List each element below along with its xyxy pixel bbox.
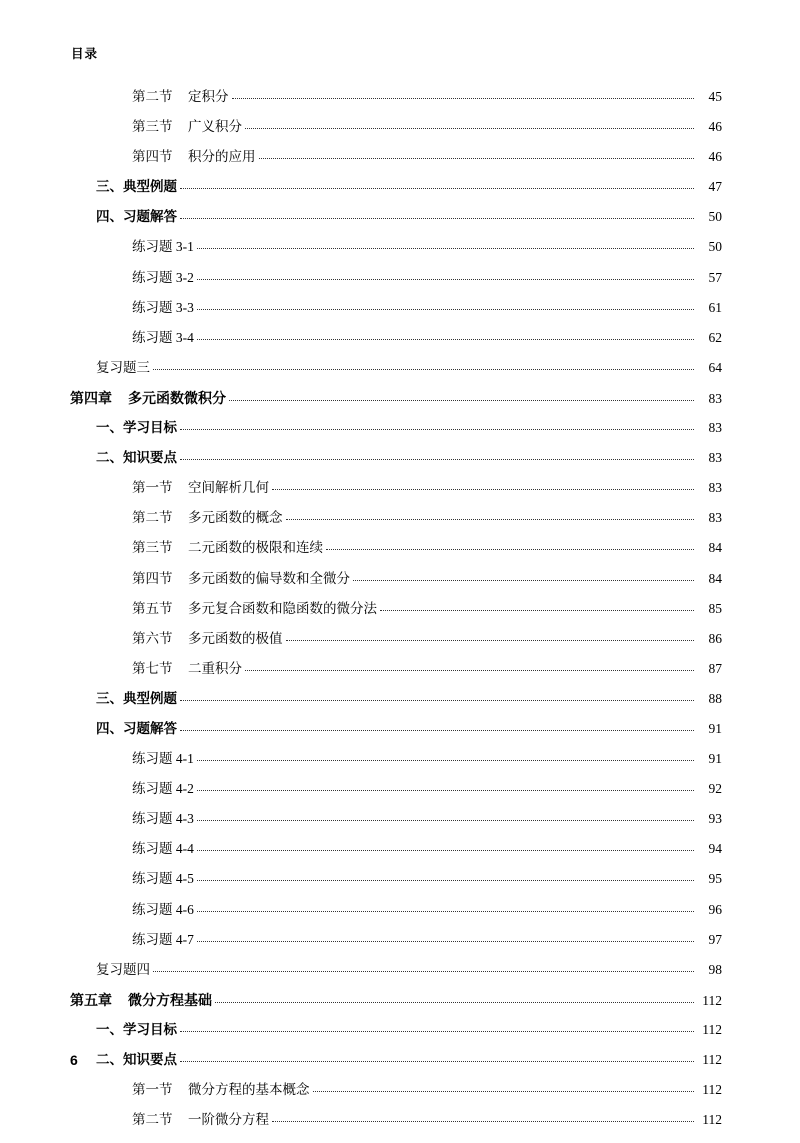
toc-entry[interactable] — [70, 602, 722, 632]
toc-leader-dots — [380, 609, 694, 611]
toc-entry-label — [132, 1083, 310, 1097]
toc-entry-label — [132, 662, 242, 676]
toc-entry-page-number: 62 — [708, 329, 722, 345]
toc-leader-dots — [180, 1030, 694, 1032]
toc-entry-label — [96, 1053, 177, 1067]
toc-entry-number: 第四节 — [132, 570, 173, 586]
toc-entry-page-number: 98 — [708, 961, 722, 977]
toc-leader-dots — [245, 669, 694, 671]
toc-entry-title: 积分的应用 — [188, 149, 256, 165]
toc-entry-title: 四、习题解答 — [96, 209, 177, 225]
toc-entry-number: 第四节 — [132, 149, 173, 165]
toc-entry-title: 复习题四 — [96, 961, 150, 977]
toc-leader-dots — [353, 579, 694, 581]
toc-entry-label — [132, 632, 283, 646]
toc-entry-title: 二、知识要点 — [96, 450, 177, 466]
toc-entry-label — [70, 993, 212, 1007]
toc-leader-dots — [197, 940, 694, 942]
toc-entry-title: 广义积分 — [188, 119, 242, 135]
toc-entry[interactable] — [70, 1053, 722, 1083]
toc-entry-label — [132, 271, 194, 285]
toc-entry-title: 二重积分 — [188, 660, 242, 676]
toc-entry-title: 练习题 3-2 — [132, 269, 194, 285]
toc-entry-label — [96, 361, 150, 375]
toc-entry-number: 第一节 — [132, 1082, 173, 1098]
toc-entry-number: 第二节 — [132, 1112, 173, 1128]
toc-entry-number: 第七节 — [132, 660, 173, 676]
toc-entry-page-number: 47 — [708, 179, 722, 195]
toc-entry-label — [132, 903, 194, 917]
toc-entry-page-number: 61 — [708, 299, 722, 315]
toc-entry[interactable] — [70, 692, 722, 722]
toc-entry-title: 一、学习目标 — [96, 1021, 177, 1037]
toc-entry[interactable] — [70, 90, 722, 120]
toc-leader-dots — [180, 217, 694, 219]
toc-entry[interactable] — [70, 632, 722, 662]
toc-entry-page-number: 85 — [708, 600, 722, 616]
toc-entry[interactable] — [70, 541, 722, 571]
toc-leader-dots — [180, 428, 694, 430]
toc-entry[interactable] — [70, 210, 722, 240]
toc-entry-title: 多元函数的极值 — [188, 630, 283, 646]
toc-entry-page-number: 84 — [708, 570, 722, 586]
toc-entry[interactable] — [70, 150, 722, 180]
toc-leader-dots — [326, 548, 694, 550]
toc-entry-page-number: 83 — [708, 450, 722, 466]
toc-entry-label — [132, 572, 350, 586]
toc-leader-dots — [197, 278, 694, 280]
toc-entry[interactable] — [70, 812, 722, 842]
toc-entry-number: 第三节 — [132, 119, 173, 135]
toc-entry-page-number: 88 — [708, 690, 722, 706]
toc-entry-title: 二元函数的极限和连续 — [188, 540, 323, 556]
toc-leader-dots — [180, 458, 694, 460]
toc-entry-page-number: 50 — [708, 239, 722, 255]
toc-entry[interactable] — [70, 511, 722, 541]
toc-entry-label — [132, 511, 283, 525]
toc-entry[interactable] — [70, 933, 722, 963]
toc-entry-label — [70, 391, 226, 405]
page-header-title: 目录 — [71, 47, 99, 61]
toc-entry-title: 练习题 4-6 — [132, 901, 194, 917]
toc-entry-number: 第五节 — [132, 600, 173, 616]
toc-entry[interactable] — [70, 963, 722, 993]
toc-entry-page-number: 112 — [702, 992, 722, 1008]
toc-entry-page-number: 86 — [708, 630, 722, 646]
toc-leader-dots — [180, 187, 694, 189]
toc-entry[interactable] — [70, 1023, 722, 1053]
toc-entry[interactable] — [70, 842, 722, 872]
toc-leader-dots — [245, 127, 694, 129]
toc-entry-title: 练习题 3-3 — [132, 299, 194, 315]
toc-entry-title: 多元复合函数和隐函数的微分法 — [188, 600, 377, 616]
toc-leader-dots — [286, 639, 695, 641]
toc-entry-page-number: 46 — [708, 149, 722, 165]
toc-entry-label — [96, 210, 177, 224]
toc-entry-title: 练习题 3-1 — [132, 239, 194, 255]
toc-entry-page-number: 95 — [708, 871, 722, 887]
toc-entry-page-number: 45 — [708, 89, 722, 104]
toc-entry-title: 练习题 3-4 — [132, 329, 194, 345]
toc-leader-dots — [197, 910, 694, 912]
toc-entry-title: 一、学习目标 — [96, 420, 177, 436]
toc-entry-page-number: 83 — [708, 420, 722, 436]
toc-entry-title: 多元函数的概念 — [188, 510, 283, 526]
toc-entry-label — [96, 451, 177, 465]
toc-entry-label — [132, 872, 194, 886]
toc-entry-label — [96, 180, 177, 194]
toc-entry[interactable] — [70, 451, 722, 481]
toc-entry-page-number: 64 — [708, 359, 722, 375]
toc-leader-dots — [197, 338, 694, 340]
toc-entry-label — [132, 752, 194, 766]
toc-entry-page-number: 46 — [708, 119, 722, 135]
toc-entry[interactable] — [70, 180, 722, 210]
toc-leader-dots — [272, 1120, 694, 1122]
toc-entry-page-number: 87 — [708, 660, 722, 676]
toc-entry-title: 微分方程基础 — [128, 991, 212, 1008]
toc-entry-label — [132, 240, 194, 254]
toc-leader-dots — [286, 518, 695, 520]
toc-entry-title: 练习题 4-3 — [132, 811, 194, 827]
toc-entry-page-number: 112 — [702, 1021, 722, 1037]
toc-entry-page-number: 50 — [708, 209, 722, 225]
toc-leader-dots — [232, 97, 695, 99]
toc-entry-page-number: 94 — [708, 841, 722, 857]
toc-entry-label — [96, 421, 177, 435]
toc-entry[interactable] — [70, 1113, 722, 1143]
toc-entry-page-number: 91 — [708, 751, 722, 767]
toc-entry-label — [132, 602, 377, 616]
toc-entry-title: 四、习题解答 — [96, 720, 177, 736]
toc-leader-dots — [197, 879, 694, 881]
toc-entry-number: 第四章 — [70, 389, 112, 406]
toc-leader-dots — [153, 368, 694, 370]
toc-entry-number: 第二节 — [132, 89, 173, 104]
toc-leader-dots — [313, 1090, 695, 1092]
toc-entry-title: 练习题 4-7 — [132, 931, 194, 947]
toc-entry-title: 练习题 4-5 — [132, 871, 194, 887]
toc-entry-number: 第六节 — [132, 630, 173, 646]
toc-leader-dots — [229, 399, 694, 401]
toc-entry-label — [132, 331, 194, 345]
toc-entry-label — [132, 90, 229, 104]
toc-entry[interactable] — [70, 120, 722, 150]
toc-entry-number: 第一节 — [132, 480, 173, 496]
toc-leader-dots — [180, 729, 694, 731]
toc-leader-dots — [180, 1060, 694, 1062]
toc-leader-dots — [215, 1001, 694, 1003]
toc-entry-page-number: 83 — [708, 390, 722, 406]
toc-entry[interactable] — [70, 1083, 722, 1113]
toc-entry-page-number: 112 — [702, 1052, 722, 1067]
toc-entry-title: 二、知识要点 — [96, 1052, 177, 1067]
toc-entry[interactable] — [70, 391, 722, 421]
toc-entry-page-number: 83 — [708, 480, 722, 496]
toc-entry-page-number: 57 — [708, 269, 722, 285]
toc-leader-dots — [153, 970, 694, 972]
toc-entry-label — [132, 541, 323, 555]
toc-leader-dots — [197, 789, 694, 791]
toc-entry-label — [132, 782, 194, 796]
toc-entry-label — [132, 301, 194, 315]
toc-entry-title: 定积分 — [188, 89, 229, 104]
toc-entry[interactable] — [70, 421, 722, 451]
toc-entry[interactable] — [70, 361, 722, 391]
toc-leader-dots — [197, 759, 694, 761]
toc-leader-dots — [197, 819, 694, 821]
toc-entry-page-number: 84 — [708, 540, 722, 556]
toc-entry-number: 第五章 — [70, 991, 112, 1008]
toc-entry-title: 练习题 4-4 — [132, 841, 194, 857]
toc-entry[interactable] — [70, 903, 722, 933]
toc-entry-title: 多元函数微积分 — [128, 389, 226, 406]
toc-entry-label — [96, 692, 177, 706]
toc-entry-page-number: 97 — [708, 931, 722, 947]
toc-entry-page-number: 112 — [702, 1082, 722, 1098]
toc-entry[interactable] — [70, 301, 722, 331]
toc-entry[interactable] — [70, 331, 722, 361]
toc-entry-title: 微分方程的基本概念 — [188, 1082, 310, 1098]
toc-entry-page-number: 93 — [708, 811, 722, 827]
toc-entry-title: 练习题 4-1 — [132, 751, 194, 767]
toc-entry-page-number: 92 — [708, 781, 722, 797]
toc-entry[interactable] — [70, 782, 722, 812]
toc-entry-label — [132, 933, 194, 947]
toc-leader-dots — [272, 488, 694, 490]
toc-entry[interactable] — [70, 752, 722, 782]
toc-entry[interactable] — [70, 722, 722, 752]
toc-leader-dots — [259, 157, 695, 159]
footer-page-number: 6 — [70, 1052, 78, 1068]
toc-entry-label — [96, 1023, 177, 1037]
toc-entry-page-number: 96 — [708, 901, 722, 917]
toc-leader-dots — [197, 308, 694, 310]
toc-entry-number: 第三节 — [132, 540, 173, 556]
toc-entry[interactable] — [70, 993, 722, 1023]
toc-entry[interactable] — [70, 662, 722, 692]
toc-entry-label — [96, 722, 177, 736]
toc-entry-page-number: 91 — [708, 720, 722, 736]
toc-entry[interactable] — [70, 481, 722, 511]
toc-entry-title: 一阶微分方程 — [188, 1112, 269, 1128]
toc-entry-page-number: 83 — [708, 510, 722, 526]
toc-entry[interactable] — [70, 872, 722, 902]
toc-entry-title: 三、典型例题 — [96, 179, 177, 195]
toc-entry-title: 多元函数的偏导数和全微分 — [188, 570, 350, 586]
toc-leader-dots — [197, 849, 694, 851]
toc-entry-title: 练习题 4-2 — [132, 781, 194, 797]
toc-entry-label — [132, 481, 269, 495]
toc-leader-dots — [197, 247, 694, 249]
toc-entry[interactable] — [70, 572, 722, 602]
toc-entry-label — [132, 120, 242, 134]
toc-entry-title: 复习题三 — [96, 359, 150, 375]
toc-entry-title: 空间解析几何 — [188, 480, 269, 496]
toc-entry-title: 三、典型例题 — [96, 690, 177, 706]
toc-entry-page-number: 112 — [702, 1112, 722, 1128]
toc-entry-number: 第二节 — [132, 510, 173, 526]
toc-entry-label — [132, 1113, 269, 1127]
toc-entry-label — [96, 963, 150, 977]
toc-entry-label — [132, 842, 194, 856]
toc-list — [70, 90, 722, 1143]
toc-leader-dots — [180, 699, 694, 701]
toc-entry[interactable] — [70, 240, 722, 270]
toc-entry-label — [132, 812, 194, 826]
toc-entry-label — [132, 150, 256, 164]
toc-entry[interactable] — [70, 271, 722, 301]
